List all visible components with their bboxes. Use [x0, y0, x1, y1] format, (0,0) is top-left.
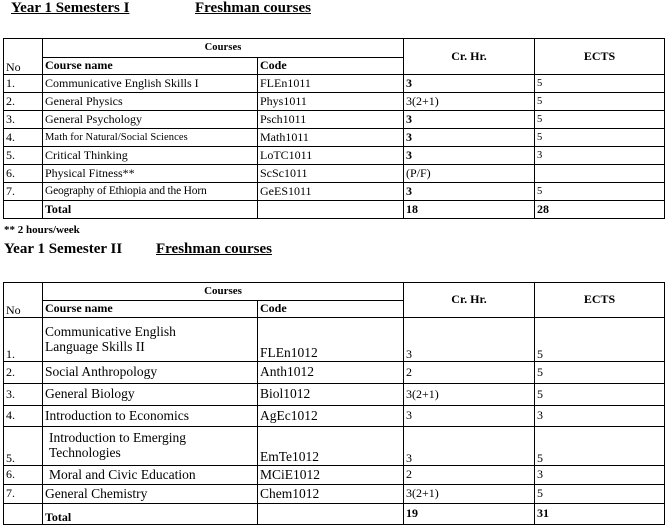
- course-code: AgEc1012: [258, 406, 404, 427]
- credit-hours: 3: [404, 427, 535, 466]
- row-no: 4.: [4, 129, 43, 147]
- course-code: Chem1012: [258, 485, 404, 504]
- table-row: [4, 466, 665, 485]
- course-code: Anth1012: [258, 362, 404, 384]
- col-no-header: No: [4, 39, 43, 75]
- course-name: General Chemistry: [43, 485, 258, 504]
- table-row: [4, 165, 665, 183]
- table-row: [4, 318, 665, 362]
- footnote: ** 2 hours/week: [4, 224, 80, 236]
- credit-hours: 3: [404, 318, 535, 362]
- semester-1-heading: Year 1 Semesters I: [11, 0, 130, 16]
- total-credit-hours: 18: [404, 201, 535, 219]
- credit-hours: (P/F): [404, 165, 535, 183]
- col-name-header: Course name: [43, 301, 258, 318]
- ects-value: 5: [535, 362, 665, 384]
- course-code: GeES1011: [258, 183, 404, 201]
- ects-value: 3: [535, 406, 665, 427]
- row-no: 7.: [4, 183, 43, 201]
- total-label: Total: [43, 504, 258, 525]
- credit-hours: 3(2+1): [404, 384, 535, 406]
- credit-hours: 3: [404, 147, 535, 165]
- courses-group-header: Courses: [43, 39, 404, 58]
- course-code: Math1011: [258, 129, 404, 147]
- total-row: [4, 201, 665, 219]
- course-code: ScSc1011: [258, 165, 404, 183]
- course-name-line-1: Communicative English: [45, 323, 176, 339]
- col-ects-header: ECTS: [535, 39, 665, 75]
- course-name: General Physics: [43, 93, 258, 111]
- credit-hours: 2: [404, 466, 535, 485]
- table-row: [4, 75, 665, 93]
- total-label: Total: [43, 201, 258, 219]
- col-cr-header: Cr. Hr.: [404, 39, 535, 75]
- table-row: [4, 384, 665, 406]
- semester-1-subheading: Freshman courses: [195, 0, 311, 16]
- ects-value: 5: [535, 427, 665, 466]
- col-name-header: Course name: [43, 58, 258, 75]
- row-no: 4.: [4, 406, 43, 427]
- course-code: FLEn1012: [258, 318, 404, 362]
- course-code: MCiE1012: [258, 466, 404, 485]
- course-name-line-2: Language Skills II: [45, 338, 145, 354]
- course-name: Geography of Ethiopia and the Horn: [43, 183, 258, 201]
- ects-value: 5: [535, 384, 665, 406]
- course-code: Psch1011: [258, 111, 404, 129]
- col-code-header: Code: [258, 58, 404, 75]
- col-ects-header: ECTS: [535, 283, 665, 318]
- credit-hours: 3: [404, 406, 535, 427]
- row-no: 7.: [4, 485, 43, 504]
- ects-value: [535, 165, 665, 183]
- row-no: 2.: [4, 93, 43, 111]
- course-code: EmTe1012: [258, 427, 404, 466]
- total-credit-hours: 19: [404, 504, 535, 525]
- table-row: [4, 485, 665, 504]
- row-no: 6.: [4, 165, 43, 183]
- total-ects: 31: [535, 504, 665, 525]
- row-no: 3.: [4, 111, 43, 129]
- row-no: 6.: [4, 466, 43, 485]
- courses-group-header: Courses: [43, 283, 404, 301]
- col-code-header: Code: [258, 301, 404, 318]
- credit-hours: 3: [404, 129, 535, 147]
- credit-hours: 3: [404, 75, 535, 93]
- total-ects: 28: [535, 201, 665, 219]
- course-name: General Biology: [43, 384, 258, 406]
- semester-2-heading: Year 1 Semester II: [4, 241, 123, 257]
- course-name: Critical Thinking: [43, 147, 258, 165]
- credit-hours: 3: [404, 111, 535, 129]
- ects-value: 5: [535, 183, 665, 201]
- ects-value: 3: [535, 466, 665, 485]
- ects-value: 3: [535, 147, 665, 165]
- table-row: [4, 427, 665, 466]
- course-name: [43, 318, 258, 362]
- credit-hours: 3(2+1): [404, 485, 535, 504]
- credit-hours: 2: [404, 362, 535, 384]
- ects-value: 5: [535, 75, 665, 93]
- table-row: [4, 362, 665, 384]
- row-no: 3.: [4, 384, 43, 406]
- table-row: [4, 147, 665, 165]
- row-no: 5.: [4, 147, 43, 165]
- course-name: Social Anthropology: [43, 362, 258, 384]
- course-name-line-1: Introduction to Emerging: [49, 430, 186, 446]
- credit-hours: 3: [404, 183, 535, 201]
- row-no: 2.: [4, 362, 43, 384]
- credit-hours: 3(2+1): [404, 93, 535, 111]
- semester-2-subheading: Freshman courses: [156, 241, 272, 257]
- course-name-line-2: Technologies: [49, 445, 121, 460]
- col-no-header: No: [4, 283, 43, 318]
- row-no: 1.: [4, 75, 43, 93]
- ects-value: 5: [535, 129, 665, 147]
- course-code: FLEn1011: [258, 75, 404, 93]
- course-code: Phys1011: [258, 93, 404, 111]
- row-no: 5.: [4, 427, 43, 466]
- table-row: [4, 183, 665, 201]
- total-row: [4, 504, 665, 525]
- course-name: Introduction to Economics: [43, 406, 258, 427]
- col-cr-header: Cr. Hr.: [404, 283, 535, 318]
- table-row: [4, 129, 665, 147]
- ects-value: 5: [535, 111, 665, 129]
- row-no: 1.: [4, 318, 43, 362]
- ects-value: 5: [535, 318, 665, 362]
- course-name: Communicative English Skills I: [43, 75, 258, 93]
- course-code: Biol1012: [258, 384, 404, 406]
- course-name: Moral and Civic Education: [43, 466, 258, 485]
- course-name: [43, 427, 258, 466]
- table-row: [4, 111, 665, 129]
- table-row: [4, 406, 665, 427]
- course-name: Physical Fitness**: [43, 165, 258, 183]
- semester-2-table: [3, 282, 665, 525]
- table-row: [4, 93, 665, 111]
- course-name: Math for Natural/Social Sciences: [43, 129, 258, 147]
- course-code: LoTC1011: [258, 147, 404, 165]
- ects-value: 5: [535, 485, 665, 504]
- semester-1-table: [3, 38, 665, 219]
- ects-value: 5: [535, 93, 665, 111]
- course-name: General Psychology: [43, 111, 258, 129]
